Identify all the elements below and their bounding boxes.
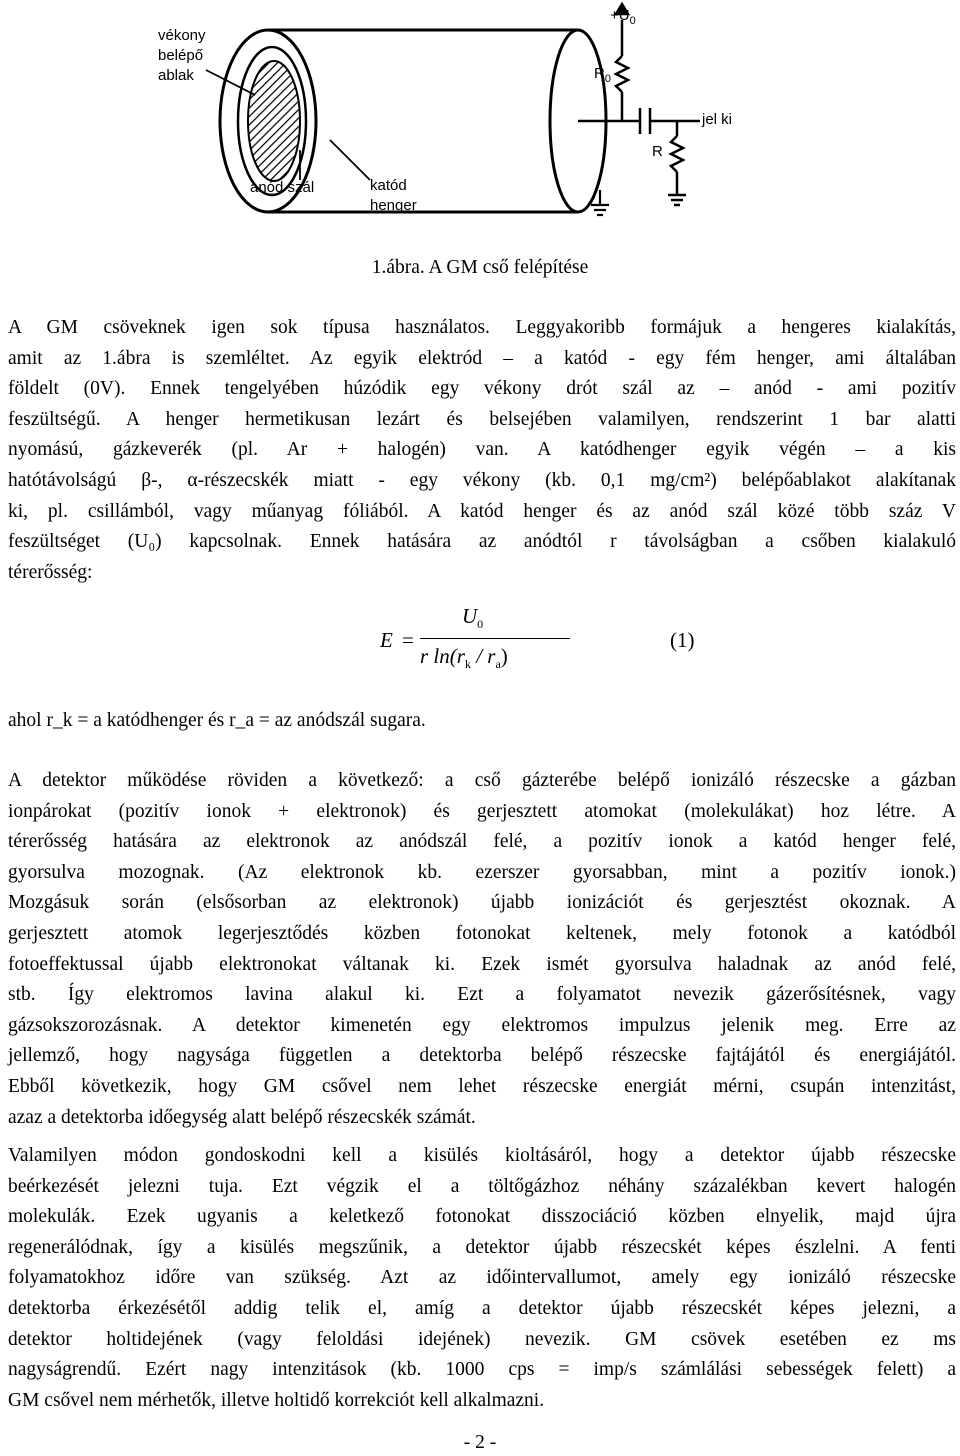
text-line: jellemző, hogy nagysága független a detektorba belépő részecske fajtájától és energiájától. <box>8 1045 956 1067</box>
text-line: azaz a detektorba időegység alatt belépő részecskék számát. <box>8 1106 476 1128</box>
text-line: földelt (0V). Ennek tengelyében húzódik egy vékony drót szál az – anód - ami pozitív <box>8 378 956 400</box>
paragraph-intro <box>8 313 956 588</box>
text-line: ionpárokat (pozitív ionok + elektronok) és gerjesztett atomokat (molekulákat) hoz létre. A <box>8 800 956 822</box>
field-strength-formula <box>380 600 710 690</box>
text-line: A GM csöveknek igen sok típusa használatos. Leggyakoribb formájuk a hengeres kialakítás, <box>8 317 956 338</box>
equation-number: (1) <box>670 628 695 652</box>
text-line: térerősség: <box>8 561 93 583</box>
cathode-cylinder <box>268 30 606 212</box>
paragraph-quenching <box>8 1141 956 1416</box>
entry-window <box>248 61 300 181</box>
text-line: regenerálódnak, így a kisülés megszűnik, a detektor újabb részecskét képes észlelni. A fenti <box>8 1236 956 1258</box>
page-number: - 2 - <box>463 1432 497 1453</box>
text-line: nagyságrendű. Ezért nagy intenzitások (kb. 1000 cps = imp/s számlálási sebességek felett) a <box>8 1359 956 1381</box>
text-line: molekulák. Ezek ugyanis a keletkező fotonokat disszociáció közben elnyelik, majd újra <box>8 1206 956 1228</box>
label-u0: $+U_0$ <box>610 7 636 27</box>
text-line: ki, pl. csillámból, vagy műanyag fóliából. A katód henger és az anód szál közé több száz V <box>8 500 956 522</box>
fraction-bar <box>420 638 570 639</box>
text-line: Valamilyen módon gondoskodni kell a kisülés kioltásáról, hogy a detektor újabb részecske <box>8 1145 956 1166</box>
text-line: Mozgásuk során (elsősorban az elektronok) újabb ionizációt és gerjesztést okoznak. A <box>8 892 956 914</box>
text-line: beérkezését jelezni tuja. Ezt végzik el a töltőgázhoz néhány százalékban kevert halogén <box>8 1175 956 1197</box>
text-line: gerjesztett atomok legerjesztődés közben fotonokat keltenek, mely fotonok a katódból <box>8 922 956 944</box>
formula-equals: = <box>402 628 414 652</box>
formula-numerator: $U_0$ <box>462 604 484 632</box>
label-anode: anód szál <box>250 179 315 196</box>
text-line: fotoeffektussal újabb elektronokat váltanak ki. Ezek ismét gyorsulva haladnak az anód felé, <box>8 953 956 975</box>
label-r: R <box>652 143 663 160</box>
text-line: detektorba érkezésétől addig telik el, amíg a detektor újabb részecskét képes jelezni, a <box>8 1297 956 1319</box>
text-line: nyomású, gázkeverék (pl. Ar + halogén) van. A katódhenger egyik végén – a kis <box>8 439 956 461</box>
formula-lhs: E <box>380 628 393 652</box>
label-window-2: belépő <box>158 47 204 64</box>
text-line: hatótávolságú β-, α-részecskék miatt - egy vékony (kb. 0,1 mg/cm²) belépőablakot alakítanak <box>8 469 956 491</box>
label-cathode-1: katód <box>370 177 407 194</box>
text-line: Ebből következik, hogy GM csővel nem lehet részecske energiát mérni, csupán intenzitást, <box>8 1075 956 1097</box>
text-line: feszültségű. A henger hermetikusan lezárt és belsejében valamilyen, rendszerint 1 bar alatti <box>8 408 956 430</box>
circuit <box>616 4 700 205</box>
text-line: A detektor működése röviden a következő: a cső gázterébe belépő ionizáló részecske a gázban <box>8 770 956 791</box>
label-cathode-2: henger <box>370 197 417 214</box>
text-line: feszültséget (U₀) kapcsolnak. Ennek hatására az anódtól r távolságban a csőben kialakuló <box>8 531 956 553</box>
label-window-3: ablak <box>158 67 194 84</box>
gm-tube-diagram <box>0 0 960 245</box>
text-line: ahol r_k = a katódhenger és r_a = az anódszál sugara. <box>8 710 426 731</box>
paragraph-operation <box>8 766 956 1133</box>
text-line: amit az 1.ábra is szemléltet. Az egyik elektród – a katód - egy fém henger, ami általában <box>8 347 956 369</box>
text-line: detektor holtidejének (vagy feloldási idejének) nevezik. GM csövek esetében ez ms <box>8 1328 956 1350</box>
figure-caption: 1.ábra. A GM cső felépítése <box>371 257 589 278</box>
formula-denominator: r $\ln(r_k / r_a)$ <box>420 644 508 672</box>
text-line: térerősség hatására az elektronok az anódszál felé, a pozitív ionok a katód henger felé, <box>8 831 956 853</box>
text-line: stb. Így elektromos lavina alakul ki. Ezt a folyamatot nevezik gázerősítésnek, vagy <box>8 984 956 1006</box>
radius-note <box>8 706 956 737</box>
text-line: gázsokszorozásnak. A detektor kimenetén egy elektromos impulzus jelenik meg. Erre az <box>8 1014 956 1036</box>
text-line: gyorsulva mozognak. (Az elektronok kb. ezerszer gyorsabban, mint a pozitív ionok.) <box>8 861 956 883</box>
label-window-1: vékony <box>158 27 206 44</box>
label-r0: $R_0$ <box>594 65 611 85</box>
label-signal-out: jel ki <box>702 111 733 128</box>
text-line: folyamatokhoz időre van szükség. Azt az időintervallumot, amely egy ionizáló részecske <box>8 1267 956 1289</box>
text-line: GM csővel nem mérhetők, illetve holtidő korrekciót kell alkalmazni. <box>8 1389 545 1411</box>
